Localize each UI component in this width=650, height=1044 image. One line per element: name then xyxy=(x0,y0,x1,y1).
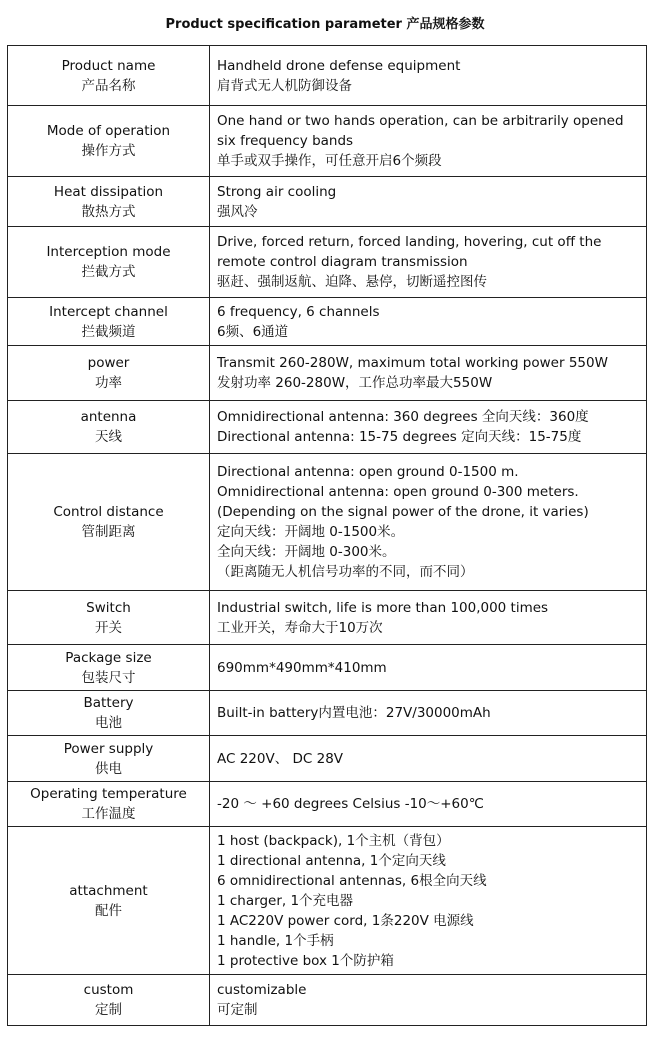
value-line: 1 handle, 1个手柄 xyxy=(217,932,334,949)
row-value xyxy=(210,454,647,591)
table-row xyxy=(8,975,647,1026)
label-zh: 管制距离 xyxy=(81,524,136,540)
label-zh: 功率 xyxy=(95,375,122,391)
label-zh: 产品名称 xyxy=(81,77,136,94)
row-value xyxy=(210,827,647,975)
row-value xyxy=(210,401,647,454)
row-label xyxy=(8,782,210,827)
value-line: 定向天线：开阔地 0-1500米。 xyxy=(217,524,405,540)
label-en: Operating temperature xyxy=(30,786,187,802)
value-line: 发射功率 260-280W，工作总功率最大550W xyxy=(217,375,493,391)
label-zh: 包装尺寸 xyxy=(81,669,136,686)
label-en: Product name xyxy=(61,57,156,74)
value-line: 1 host (backpack), 1个主机（背包） xyxy=(217,832,450,849)
value-line: One hand or two hands operation, can be arbitrarily opened six frequency bands xyxy=(217,113,624,149)
table-row xyxy=(8,782,647,827)
label-zh: 供电 xyxy=(95,760,122,777)
value-line: 可定制 xyxy=(217,1002,258,1018)
row-label xyxy=(8,454,210,591)
table-row xyxy=(8,401,647,454)
label-zh: 工作温度 xyxy=(81,806,136,822)
label-en: attachment xyxy=(69,882,148,899)
table-row xyxy=(8,177,647,227)
value-line: customizable xyxy=(217,982,307,998)
value-line: Directional antenna: 15-75 degrees 定向天线：15-75度 xyxy=(217,429,582,445)
row-value xyxy=(210,645,647,691)
label-en: Switch xyxy=(86,599,131,616)
row-label xyxy=(8,691,210,736)
row-label xyxy=(8,591,210,645)
row-value xyxy=(210,975,647,1026)
table-row xyxy=(8,691,647,736)
page-title: Product specification parameter 产品规格参数 xyxy=(165,17,485,32)
label-zh: 电池 xyxy=(95,715,122,731)
label-en: custom xyxy=(83,982,134,998)
row-value xyxy=(210,106,647,177)
value-line: 1 AC220V power cord, 1条220V 电源线 xyxy=(217,912,474,929)
row-value xyxy=(210,177,647,227)
row-label xyxy=(8,736,210,782)
row-value xyxy=(210,227,647,298)
table-row xyxy=(8,46,647,106)
row-value xyxy=(210,736,647,782)
label-zh: 拦截方式 xyxy=(81,264,136,280)
label-en: Heat dissipation xyxy=(53,183,164,200)
table-row xyxy=(8,346,647,401)
value-line: 工业开关，寿命大于10万次 xyxy=(217,619,383,636)
label-zh: 配件 xyxy=(95,902,122,919)
value-line: 1 directional antenna, 1个定向天线 xyxy=(217,852,446,869)
value-line: Directional antenna: open ground 0-1500 m. xyxy=(217,464,519,480)
row-label xyxy=(8,401,210,454)
label-zh: 开关 xyxy=(95,619,122,636)
label-zh: 天线 xyxy=(95,429,122,445)
label-zh: 定制 xyxy=(95,1002,122,1018)
row-value xyxy=(210,46,647,106)
row-value xyxy=(210,298,647,346)
row-label xyxy=(8,46,210,106)
value-line: 强风冷 xyxy=(217,203,258,220)
label-en: Battery xyxy=(83,695,134,711)
value-line: （距离随无人机信号功率的不同，而不同） xyxy=(217,564,474,580)
row-label xyxy=(8,298,210,346)
row-value xyxy=(210,346,647,401)
row-label xyxy=(8,177,210,227)
value-line: 6 frequency, 6 channels xyxy=(217,303,380,320)
label-en: antenna xyxy=(80,409,137,425)
row-value xyxy=(210,591,647,645)
row-label xyxy=(8,645,210,691)
label-zh: 散热方式 xyxy=(81,203,136,220)
value-line: Strong air cooling xyxy=(217,183,337,200)
row-value xyxy=(210,691,647,736)
table-row xyxy=(8,591,647,645)
value-line: Drive, forced return, forced landing, hovering, cut off the remote control diagram transmission xyxy=(217,234,602,270)
row-label xyxy=(8,106,210,177)
value-line: Omnidirectional antenna: open ground 0-300 meters. xyxy=(217,484,579,500)
label-en: Power supply xyxy=(63,740,154,757)
value-line: 1 protective box 1个防护箱 xyxy=(217,952,394,969)
label-zh: 拦截频道 xyxy=(81,323,136,340)
value-line: 肩背式无人机防御设备 xyxy=(217,77,352,94)
table-row xyxy=(8,227,647,298)
value-line: 1 charger, 1个充电器 xyxy=(217,892,354,909)
value-line: AC 220V、 DC 28V xyxy=(217,750,344,767)
table-row xyxy=(8,298,647,346)
row-label xyxy=(8,975,210,1026)
value-line: Industrial switch, life is more than 100,000 times xyxy=(217,599,549,616)
value-line: 6 omnidirectional antennas, 6根全向天线 xyxy=(217,872,487,889)
label-en: Intercept channel xyxy=(49,303,168,320)
label-en: Package size xyxy=(65,649,152,666)
row-label xyxy=(8,346,210,401)
table-row xyxy=(8,645,647,691)
row-label xyxy=(8,227,210,298)
label-zh: 操作方式 xyxy=(81,143,136,159)
value-line: (Depending on the signal power of the drone, it varies) xyxy=(217,504,589,520)
table-row xyxy=(8,106,647,177)
spec-table xyxy=(7,45,647,1026)
table-row xyxy=(8,454,647,591)
value-line: Built-in battery内置电池：27V/30000mAh xyxy=(217,705,491,721)
table-row xyxy=(8,736,647,782)
value-line: -20 ～ +60 degrees Celsius -10～+60℃ xyxy=(217,796,484,812)
label-en: power xyxy=(87,355,130,371)
value-line: 单手或双手操作，可任意开启6个频段 xyxy=(217,153,442,169)
table-row xyxy=(8,827,647,975)
value-line: 驱赶、强制返航、迫降、悬停，切断遥控图传 xyxy=(217,274,487,290)
row-label xyxy=(8,827,210,975)
value-line: 6频、6通道 xyxy=(217,323,289,340)
value-line: 690mm*490mm*410mm xyxy=(217,659,387,676)
label-en: Control distance xyxy=(53,504,164,520)
label-en: Interception mode xyxy=(46,244,171,260)
label-en: Mode of operation xyxy=(46,123,171,139)
value-line: Handheld drone defense equipment xyxy=(217,57,461,74)
value-line: Omnidirectional antenna: 360 degrees 全向天线：360度 xyxy=(217,409,589,425)
value-line: 全向天线：开阔地 0-300米。 xyxy=(217,544,396,560)
row-value xyxy=(210,782,647,827)
value-line: Transmit 260-280W, maximum total working power 550W xyxy=(217,355,608,371)
